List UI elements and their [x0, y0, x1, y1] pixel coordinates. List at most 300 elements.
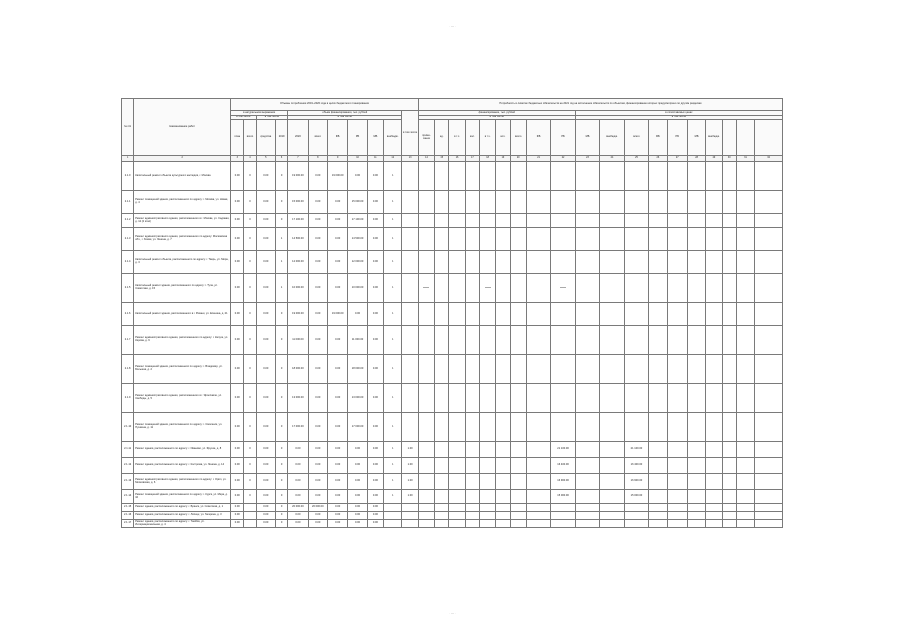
- value-cell: [479, 474, 495, 490]
- empty-cell: [755, 520, 783, 528]
- column-number: 16: [449, 156, 465, 162]
- empty-cell: [736, 274, 754, 303]
- empty-cell: [551, 191, 575, 214]
- empty-cell: [449, 512, 465, 520]
- value-cell: 17 100.00: [348, 214, 367, 228]
- value-cell: [526, 442, 550, 458]
- value-cell: 0: [244, 458, 256, 474]
- empty-cell: [551, 520, 575, 528]
- empty-cell: [510, 274, 526, 303]
- column-number: 3: [231, 156, 244, 162]
- value-cell: 0.00: [231, 384, 244, 413]
- empty-cell: [755, 228, 783, 251]
- value-cell: [600, 490, 624, 504]
- empty-cell: [736, 442, 754, 458]
- value-cell: 0.00: [327, 413, 347, 442]
- value-cell: 0.00: [231, 413, 244, 442]
- column-number: 7: [288, 156, 308, 162]
- empty-cell: [402, 303, 418, 326]
- empty-cell: [649, 413, 667, 442]
- row-number: 2.1.7: [122, 326, 134, 355]
- row-name: Ремонт административного здания, расположенного по адресу: г. Калуга, ул. Кирова, д. 9: [134, 326, 231, 355]
- empty-cell: [706, 474, 722, 490]
- empty-cell: [649, 326, 667, 355]
- empty-cell: [418, 274, 434, 303]
- value-cell: 0.00: [348, 490, 367, 504]
- column-number: 5: [256, 156, 275, 162]
- empty-cell: [526, 251, 550, 274]
- empty-cell: [479, 274, 495, 303]
- empty-cell: [667, 191, 687, 214]
- empty-cell: [575, 355, 599, 384]
- empty-cell: [510, 326, 526, 355]
- empty-cell: [624, 326, 648, 355]
- header-group-a: Объемы потребления 2019–2020 года в целях бюджетного планирования: [231, 99, 419, 111]
- empty-cell: [687, 384, 705, 413]
- empty-cell: [551, 162, 575, 191]
- value-cell: 0.00: [327, 191, 347, 214]
- empty-cell: [667, 512, 687, 520]
- empty-cell: [649, 303, 667, 326]
- header-comp: в сопоставимых ценах: [575, 111, 782, 116]
- column-number: 29: [706, 156, 722, 162]
- empty-cell: [449, 228, 465, 251]
- empty-cell: [722, 512, 736, 520]
- row-name: Ремонт здания, расположенного по адресу: г. Тамбов, ул. Интернациональная, д. 4: [134, 520, 231, 528]
- empty-cell: [418, 504, 434, 512]
- value-cell: [510, 490, 526, 504]
- empty-cell: [479, 228, 495, 251]
- column-number: 12: [384, 156, 402, 162]
- empty-cell: [510, 303, 526, 326]
- value-cell: 0: [244, 251, 256, 274]
- table-row: [122, 355, 783, 384]
- empty-cell: [510, 162, 526, 191]
- value-cell: 0.00: [327, 512, 347, 520]
- value-cell: 1: [384, 214, 402, 228]
- row-number: 2.1.5: [122, 274, 134, 303]
- row-number: 2.1.11: [122, 442, 134, 458]
- empty-cell: [526, 504, 550, 512]
- value-cell: [667, 442, 687, 458]
- value-cell: [600, 474, 624, 490]
- value-cell: [510, 442, 526, 458]
- empty-cell: [526, 228, 550, 251]
- empty-cell: [418, 326, 434, 355]
- header-name: Наименование работ: [134, 99, 231, 156]
- empty-cell: [706, 162, 722, 191]
- value-cell: [449, 442, 465, 458]
- value-cell: 0.00: [367, 251, 383, 274]
- value-cell: [244, 512, 256, 520]
- value-cell: 0.00: [327, 384, 347, 413]
- column-number: 32: [755, 156, 783, 162]
- empty-cell: [722, 442, 736, 458]
- table-row: [122, 413, 783, 442]
- value-cell: [575, 490, 599, 504]
- value-cell: 0: [244, 303, 256, 326]
- value-cell: [479, 442, 495, 458]
- empty-cell: [479, 162, 495, 191]
- empty-cell: [600, 326, 624, 355]
- row-name: Капитальный ремонт здания, расположенного по адресу: г. Тула, ул. Советская, д. 15: [134, 274, 231, 303]
- value-cell: 0.00: [231, 512, 244, 520]
- value-cell: 17 000.00: [288, 413, 308, 442]
- value-cell: [465, 474, 479, 490]
- empty-cell: [624, 413, 648, 442]
- value-cell: [510, 474, 526, 490]
- empty-cell: [510, 191, 526, 214]
- value-cell: 10 000.00: [288, 274, 308, 303]
- value-cell: 0.00: [256, 355, 275, 384]
- empty-cell: [402, 504, 418, 512]
- value-cell: 0.00: [308, 162, 327, 191]
- row-name: Ремонт административного здания, расположенного в г. Москве, ул. Садовая, д. 12 (2 этап): [134, 214, 231, 228]
- value-cell: 0.00: [367, 355, 383, 384]
- empty-cell: [755, 442, 783, 458]
- empty-cell: [687, 413, 705, 442]
- value-cell: 0: [244, 326, 256, 355]
- column-number: 1: [122, 156, 134, 162]
- empty-cell: [449, 191, 465, 214]
- value-cell: 1.00: [402, 458, 418, 474]
- value-cell: [449, 458, 465, 474]
- header-col: внебюдж.: [600, 120, 624, 156]
- value-cell: 1: [275, 228, 287, 251]
- empty-cell: [496, 413, 510, 442]
- empty-cell: [479, 303, 495, 326]
- empty-cell: [418, 512, 434, 520]
- value-cell: 0.00: [308, 520, 327, 528]
- value-cell: 0.00: [231, 162, 244, 191]
- value-cell: 20 000.00: [288, 504, 308, 512]
- value-cell: 0.00: [256, 504, 275, 512]
- value-cell: 0: [275, 162, 287, 191]
- header-col: в т.ч.: [479, 120, 495, 156]
- table-row: [122, 504, 783, 512]
- empty-cell: [600, 228, 624, 251]
- row-number: 2.1.4: [122, 251, 134, 274]
- value-cell: 15 000.00: [288, 191, 308, 214]
- column-number: 8: [308, 156, 327, 162]
- empty-cell: [706, 442, 722, 458]
- value-cell: [418, 490, 434, 504]
- empty-cell: [435, 251, 449, 274]
- column-number: 18: [479, 156, 495, 162]
- empty-cell: [510, 504, 526, 512]
- empty-cell: [551, 504, 575, 512]
- empty-cell: [667, 384, 687, 413]
- value-cell: 0.00: [327, 251, 347, 274]
- value-cell: [575, 458, 599, 474]
- value-cell: 0.00: [348, 474, 367, 490]
- value-cell: 0: [244, 214, 256, 228]
- empty-cell: [687, 191, 705, 214]
- header-col-empty: [722, 120, 736, 156]
- header-col: МБ: [687, 120, 705, 156]
- value-cell: 0: [275, 413, 287, 442]
- empty-cell: [465, 214, 479, 228]
- value-cell: 18 000.00: [288, 355, 308, 384]
- value-cell: [435, 474, 449, 490]
- value-cell: 0: [275, 458, 287, 474]
- value-cell: 0.00: [367, 413, 383, 442]
- empty-cell: [736, 251, 754, 274]
- empty-cell: [465, 191, 479, 214]
- header-prev: в том числе: [402, 111, 418, 156]
- value-cell: 1: [384, 413, 402, 442]
- empty-cell: [667, 162, 687, 191]
- empty-cell: [600, 303, 624, 326]
- value-cell: 1: [384, 458, 402, 474]
- column-number: 14: [418, 156, 434, 162]
- empty-cell: [600, 191, 624, 214]
- table-row: [122, 384, 783, 413]
- column-number: 27: [667, 156, 687, 162]
- value-cell: 0.00: [288, 520, 308, 528]
- schedule-sheet: [121, 98, 783, 528]
- value-cell: 0.00: [367, 504, 383, 512]
- empty-cell: [624, 191, 648, 214]
- value-cell: [435, 458, 449, 474]
- value-cell: [575, 474, 599, 490]
- value-cell: 0: [244, 490, 256, 504]
- value-cell: [435, 442, 449, 458]
- empty-cell: [465, 520, 479, 528]
- value-cell: 0.00: [348, 520, 367, 528]
- value-cell: 0.00: [308, 191, 327, 214]
- header-col: кол.: [465, 120, 479, 156]
- value-cell: 0.00: [231, 228, 244, 251]
- value-cell: 0.00: [367, 474, 383, 490]
- value-cell: 1.00: [402, 442, 418, 458]
- value-cell: [384, 512, 402, 520]
- row-number: 2.1.6: [122, 303, 134, 326]
- value-cell: 0: [244, 355, 256, 384]
- table-row: [122, 326, 783, 355]
- empty-cell: [706, 326, 722, 355]
- empty-cell: [449, 384, 465, 413]
- value-cell: 0.00: [308, 474, 327, 490]
- empty-cell: [465, 355, 479, 384]
- value-cell: 0.00: [256, 384, 275, 413]
- empty-cell: [402, 191, 418, 214]
- value-cell: [435, 490, 449, 504]
- empty-cell: [667, 228, 687, 251]
- empty-cell: [449, 162, 465, 191]
- empty-cell: [479, 326, 495, 355]
- value-cell: 0.00: [256, 228, 275, 251]
- empty-cell: [575, 191, 599, 214]
- value-cell: 0.00: [367, 490, 383, 504]
- table-row: [122, 458, 783, 474]
- value-cell: [465, 442, 479, 458]
- value-cell: 1: [275, 274, 287, 303]
- value-cell: 0: [244, 228, 256, 251]
- value-cell: 0.00: [308, 413, 327, 442]
- value-cell: [649, 442, 667, 458]
- value-cell: 0.00: [231, 326, 244, 355]
- value-cell: 0: [275, 303, 287, 326]
- value-cell: 0: [275, 384, 287, 413]
- empty-cell: [722, 355, 736, 384]
- header-c3: в том числе: [288, 116, 402, 120]
- empty-cell: [755, 274, 783, 303]
- value-cell: [575, 442, 599, 458]
- table-row: [122, 490, 783, 504]
- row-number: 2.1.17: [122, 520, 134, 528]
- empty-cell: [755, 474, 783, 490]
- empty-cell: [449, 303, 465, 326]
- empty-cell: [687, 214, 705, 228]
- empty-cell: [649, 274, 667, 303]
- header-c5: в том числе: [575, 116, 782, 120]
- value-cell: 0.00: [327, 326, 347, 355]
- column-number: 19: [496, 156, 510, 162]
- empty-cell: [526, 512, 550, 520]
- value-cell: [244, 504, 256, 512]
- empty-cell: [736, 474, 754, 490]
- empty-cell: [496, 251, 510, 274]
- empty-cell: [706, 413, 722, 442]
- empty-cell: [435, 512, 449, 520]
- value-cell: 0.00: [231, 458, 244, 474]
- row-number: 2.1.1: [122, 191, 134, 214]
- empty-cell: [600, 355, 624, 384]
- empty-cell: [435, 520, 449, 528]
- empty-cell: [465, 384, 479, 413]
- value-cell: 0.00: [256, 214, 275, 228]
- value-cell: [600, 458, 624, 474]
- empty-cell: [687, 442, 705, 458]
- empty-cell: [736, 384, 754, 413]
- empty-cell: [687, 512, 705, 520]
- row-number: 2.1.14: [122, 490, 134, 504]
- empty-cell: [736, 228, 754, 251]
- empty-cell: [722, 326, 736, 355]
- value-cell: 0: [275, 214, 287, 228]
- empty-cell: [755, 355, 783, 384]
- row-name: Ремонт административного здания, расположенного по адресу: Московская обл., г. Химки, ул. Ленина, д. 7: [134, 228, 231, 251]
- value-cell: [479, 490, 495, 504]
- empty-cell: [687, 458, 705, 474]
- empty-cell: [526, 520, 550, 528]
- table-row: [122, 442, 783, 458]
- empty-cell: [551, 228, 575, 251]
- empty-cell: [402, 512, 418, 520]
- value-cell: 0.00: [288, 458, 308, 474]
- empty-cell: [722, 303, 736, 326]
- column-number: 31: [736, 156, 754, 162]
- value-cell: 19 000.00: [327, 162, 347, 191]
- value-cell: 0.00: [367, 512, 383, 520]
- value-cell: 0.00: [327, 520, 347, 528]
- empty-cell: [465, 512, 479, 520]
- value-cell: 21 100.00: [551, 442, 575, 458]
- value-cell: [526, 458, 550, 474]
- empty-cell: [755, 162, 783, 191]
- value-cell: 0.00: [231, 504, 244, 512]
- header-col: всего: [308, 120, 327, 156]
- empty-cell: [575, 326, 599, 355]
- empty-cell: [402, 384, 418, 413]
- value-cell: 19 000.00: [288, 162, 308, 191]
- empty-cell: [449, 274, 465, 303]
- empty-cell: [687, 274, 705, 303]
- value-cell: 0: [275, 512, 287, 520]
- value-cell: 0.00: [327, 214, 347, 228]
- value-cell: 0.00: [327, 228, 347, 251]
- empty-cell: [706, 303, 722, 326]
- column-number: 6: [275, 156, 287, 162]
- column-number: 17: [465, 156, 479, 162]
- row-name: Ремонт помещений здания, расположенного по адресу: г. Владимир, ул. Большая, д. 2: [134, 355, 231, 384]
- value-cell: 0.00: [327, 442, 347, 458]
- empty-cell: [435, 384, 449, 413]
- empty-cell: [624, 520, 648, 528]
- empty-cell: [722, 228, 736, 251]
- value-cell: 0.00: [231, 274, 244, 303]
- empty-cell: [736, 191, 754, 214]
- value-cell: 0.00: [327, 490, 347, 504]
- value-cell: [465, 458, 479, 474]
- column-number: 10: [348, 156, 367, 162]
- row-name: Ремонт здания, расположенного по адресу: г. Кострома, ул. Ленина, д. 14: [134, 458, 231, 474]
- empty-cell: [418, 303, 434, 326]
- value-cell: [384, 504, 402, 512]
- value-cell: 19 000.00: [288, 303, 308, 326]
- value-cell: 0.00: [327, 274, 347, 303]
- empty-cell: [706, 251, 722, 274]
- empty-cell: [418, 162, 434, 191]
- empty-cell: [510, 520, 526, 528]
- header-col: РБ: [667, 120, 687, 156]
- empty-cell: [496, 191, 510, 214]
- empty-cell: [600, 413, 624, 442]
- header-group-b: Потребность в лимитах бюджетных обязательств на 2021 год на исполнение обязательств по объектам, финансирование которых предусмотрено по другим разделам: [418, 99, 782, 111]
- value-cell: 11 000.00: [348, 326, 367, 355]
- column-number: 28: [687, 156, 705, 162]
- header-col: ФБ: [327, 120, 347, 156]
- value-cell: 0.00: [256, 442, 275, 458]
- value-cell: [244, 520, 256, 528]
- empty-cell: [667, 504, 687, 512]
- empty-cell: [479, 214, 495, 228]
- empty-cell: [575, 520, 599, 528]
- header-fin: объем финансирования, тыс. рублей: [288, 111, 402, 116]
- value-cell: [667, 458, 687, 474]
- empty-cell: [418, 214, 434, 228]
- empty-cell: [649, 251, 667, 274]
- header-col: МБ: [575, 120, 599, 156]
- empty-cell: [510, 214, 526, 228]
- table-row: [122, 520, 783, 528]
- empty-cell: [496, 355, 510, 384]
- empty-cell: [526, 326, 550, 355]
- empty-cell: [435, 355, 449, 384]
- empty-cell: [649, 384, 667, 413]
- empty-cell: [496, 326, 510, 355]
- value-cell: 0.00: [367, 326, 383, 355]
- column-number: 22: [551, 156, 575, 162]
- value-cell: 12 000.00: [288, 251, 308, 274]
- value-cell: 14 500.00: [348, 228, 367, 251]
- empty-cell: [687, 474, 705, 490]
- empty-cell: [722, 413, 736, 442]
- empty-cell: [402, 355, 418, 384]
- value-cell: 0.00: [308, 251, 327, 274]
- empty-cell: [687, 326, 705, 355]
